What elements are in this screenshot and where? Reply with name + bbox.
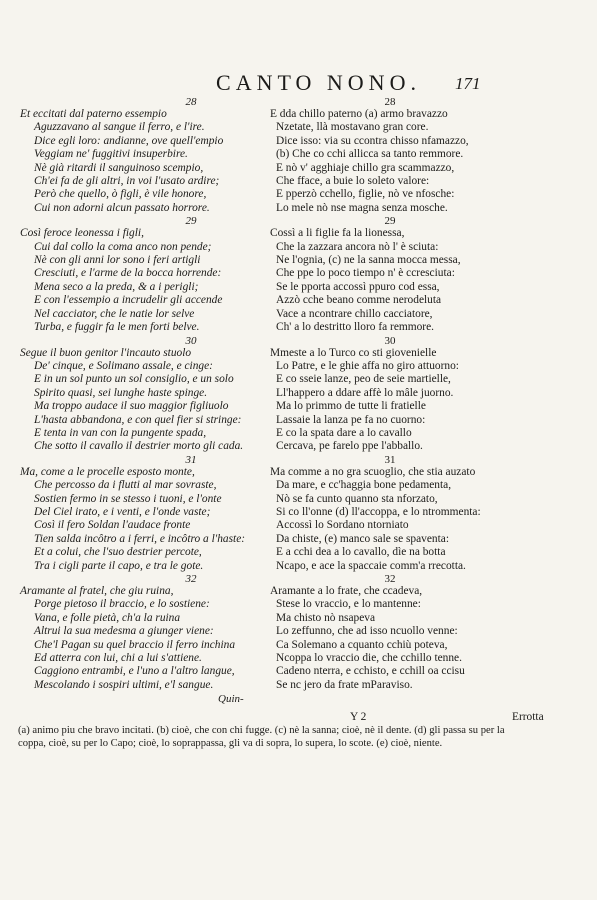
verse-line: Così feroce leonessa i figli, (20, 227, 144, 240)
verse-line: Aramante a lo frate, che ccadeva, (270, 585, 423, 597)
verse-line: Mena seco a la preda, & a i perigli; (34, 280, 199, 293)
verse-line: De' cinque, e Solimano assale, e cinge: (34, 359, 213, 372)
verse-line: Cui non adorni alcun passato horrore. (34, 201, 210, 214)
verse-line: Nò se fa cunto quanno sta nforzato, (276, 492, 438, 505)
verse-line: Altrui la sua medesma a giunger viene: (34, 625, 214, 638)
verse-line: Cercava, pe farelo ppe l'abballo. (276, 440, 423, 453)
stanza-number: 32 (384, 573, 396, 585)
verse-line: Lo zeffunno, che ad isso ncuollo venne: (276, 625, 458, 638)
verse-line: Lo mele nò nse magna senza mosche. (276, 201, 448, 214)
verse-line: Ma, come a le procelle esposto monte, (20, 465, 195, 478)
verse-line: Ma comme a no gra scuoglio, che stia auzato (270, 465, 476, 478)
verse-line: E co sseie lanze, peo de seie martielle, (276, 373, 451, 386)
verse-line: Turba, e fuggir fa le men forti belve. (34, 321, 200, 334)
verse-line: Del Ciel irato, e i venti, e l'onde vaste; (34, 505, 211, 518)
verse-line: Lo Patre, e le ghie affa no giro attuorno: (276, 359, 459, 372)
stanza-number: 32 (185, 573, 197, 585)
verse-line: Se nc jero da frate mParaviso. (276, 678, 413, 691)
stanza (20, 215, 282, 334)
verse-line: Ed atterra con lui, chi a lui s'attiene. (34, 652, 202, 665)
verse-line: Da mare, e cc'haggia bone pedamenta, (276, 479, 452, 492)
verse-line: E tenta in van con la pungente spada, (34, 426, 207, 439)
verse-line: Che fface, a buie lo soleto valore: (276, 175, 430, 188)
verse-line: Cossì a li figlie fa la lionessa, (270, 227, 405, 240)
verse-line: Mmeste a lo Turco co sti giovenielle (270, 346, 437, 359)
verse-line: Porge pietoso il braccio, e lo sostiene: (34, 598, 210, 611)
verse-line: L'hasta abbandona, e con quel fier si stringe: (34, 413, 242, 426)
verse-line: Ma lo primmo de tutte li fratielle (276, 400, 426, 413)
stanza-number: 30 (185, 334, 197, 347)
stanza (270, 454, 510, 573)
stanza-number: 29 (185, 215, 197, 228)
verse-line: Nè già ritardi il sanguinoso scempio, (34, 161, 204, 174)
italian-text-column (20, 96, 282, 692)
verse-line: Azzò cche beano comme nerodeluta (276, 294, 442, 307)
dialect-text-column (270, 96, 510, 692)
stanza-number: 30 (384, 334, 396, 347)
verse-line: Et a colui, che l'suo destrier percote, (34, 546, 202, 559)
stanza (20, 96, 282, 215)
verse-line: Mescolando i sospiri ultimi, e'l sangue. (34, 678, 214, 691)
verse-line: Se le pporta accossì ppuro cod essa, (276, 280, 440, 293)
stanza-number: 29 (384, 215, 396, 228)
verse-line: Ll'happero a ddare affè lo mâle juorno. (276, 386, 454, 399)
verse-line: E in un sol punto un sol consiglio, e un solo (34, 373, 234, 386)
verse-line: Lassaie la lanza pe fa no cuorno: (276, 413, 426, 426)
verse-line: Ne l'ognia, (c) ne la sanna mocca messa, (276, 254, 461, 267)
verse-line: Aramante al fratel, che giu ruina, (20, 585, 174, 597)
verse-line: Ma troppo audace il suo maggior figliuolo (34, 400, 229, 413)
stanza (270, 573, 510, 692)
page-title: CANTO NONO. (216, 70, 421, 95)
stanza (270, 215, 510, 334)
stanza-number: 31 (185, 453, 197, 466)
verse-line: (b) Che co cchi allicca sa tanto remmore. (276, 148, 464, 161)
verse-line: E dda chillo paterno (a) armo bravazzo (270, 108, 448, 120)
verse-line: Accossì lo Sordano ntorniato (276, 519, 409, 532)
verse-line: Ncapo, e ace la spaccaie comm'a rrecotta. (276, 559, 466, 572)
verse-line: Ncoppa lo vraccio die, che cchillo tenne. (276, 652, 462, 665)
stanza (20, 454, 282, 573)
page-number: 171 (455, 74, 481, 93)
verse-line: Che'l Pagan su quel braccio il ferro inchina (34, 638, 236, 651)
stanza-number: 31 (384, 453, 396, 466)
verse-line: E con l'essempio a incrudelir gli accende (34, 294, 223, 307)
stanza (20, 573, 282, 692)
verse-line: Si co ll'onne (d) ll'accoppa, e lo ntrommenta: (276, 505, 481, 518)
footnotes (18, 724, 578, 750)
verse-line: E co la spata dare a lo cavallo (276, 426, 412, 439)
left-catchword: Quin- (218, 693, 244, 705)
footnote-line: coppa, cioè, su per lo Capo; cioè, lo soprappassa, gli va di sopra, lo supera, lo scote. (e) cioè, niente. (18, 738, 443, 749)
verse-line: E a cchi dea a lo cavallo, dìe na botta (276, 546, 446, 559)
verse-line: Che la zazzara ancora nò l' è sciuta: (276, 240, 439, 253)
stanza (270, 335, 510, 454)
verse-line: Nzetate, llà mostavano gran core. (276, 121, 429, 134)
verse-line: Ch' a lo destritto lloro fa remmore. (276, 321, 435, 334)
verse-line: Dice egli loro: andianne, ove quell'empio (34, 134, 224, 147)
stanza-number: 28 (185, 96, 197, 108)
verse-line: Ca Solemano a cquanto cchiù poteva, (276, 638, 448, 651)
verse-line: Nel cacciator, che le natie lor selve (34, 307, 195, 320)
verse-line: Ma chisto nò nsapeva (276, 611, 376, 624)
verse-line: E nò v' agghiaje chillo gra scammazzo, (276, 161, 455, 174)
verse-line: Da chiste, (e) manco sale se spaventa: (276, 532, 450, 545)
footnote-line: (a) animo piu che bravo incitati. (b) cioè, che con chi fugge. (c) nè la sanna; cioè, nè il dente. (d) gli passa su per la (18, 725, 505, 736)
verse-line: Nè con gli anni lor sono i feri artigli (34, 254, 201, 267)
stanza (270, 96, 510, 215)
verse-line: Che sotto il cavallo il destrier morto gli cada. (34, 440, 244, 453)
verse-line: Dice isso: via su ccontra chisso nfamazzo, (276, 134, 469, 147)
verse-line: Aguzzavano al sangue il ferro, e l'ire. (34, 121, 205, 134)
verse-line: Cresciuti, e l'arme de la bocca horrende: (34, 267, 222, 280)
stanza-number: 28 (384, 96, 396, 108)
verse-line: Segue il buon genitor l'incauto stuolo (20, 346, 192, 359)
verse-line: Veggiam ne' fuggitivi insuperbire. (34, 148, 188, 161)
verse-line: Sostien fermo in se stesso i tuoni, e l'onte (34, 492, 222, 505)
verse-line: Spirito quasi, sei lunghe haste spinge. (34, 386, 208, 399)
verse-line: Cadeno nterra, e cchisto, e cchill oa ccisu (276, 665, 465, 678)
verse-line: Che ppe lo poco tiempo n' è ccresciuta: (276, 267, 455, 280)
stanza (20, 335, 282, 454)
verse-line: Tra i cigli parte il capo, e tra le gote. (34, 559, 204, 572)
verse-line: Che percosso da i flutti al mar sovraste, (34, 479, 217, 492)
verse-line: Et eccitati dal paterno essempio (20, 108, 167, 120)
verse-line: Cui dal collo la coma anco non pende; (34, 240, 212, 253)
verse-line: Vace a ncontrare chillo cacciatore, (276, 307, 433, 320)
verse-line: E pperzò cchello, figlie, nò ve nfosche: (276, 188, 455, 201)
verse-line: Tien salda incôtro a i ferri, e incôtro a l'haste: (34, 532, 246, 545)
verse-line: Però che quello, ò figli, è vile honore, (34, 188, 207, 201)
verse-line: Ch'ei fa de gli altri, in voi l'usato ardire; (34, 175, 220, 188)
verse-line: Vana, e folle pietà, ch'a la ruina (34, 611, 181, 624)
signature-mark: Y 2 (350, 711, 367, 723)
right-catchword: Errotta (512, 711, 544, 723)
verse-line: Stese lo vraccio, e lo mantenne: (276, 598, 421, 611)
verse-line: Caggiono entrambi, e l'uno a l'altro langue, (34, 665, 235, 678)
verse-line: Così il fero Soldan l'audace fronte (34, 519, 191, 532)
